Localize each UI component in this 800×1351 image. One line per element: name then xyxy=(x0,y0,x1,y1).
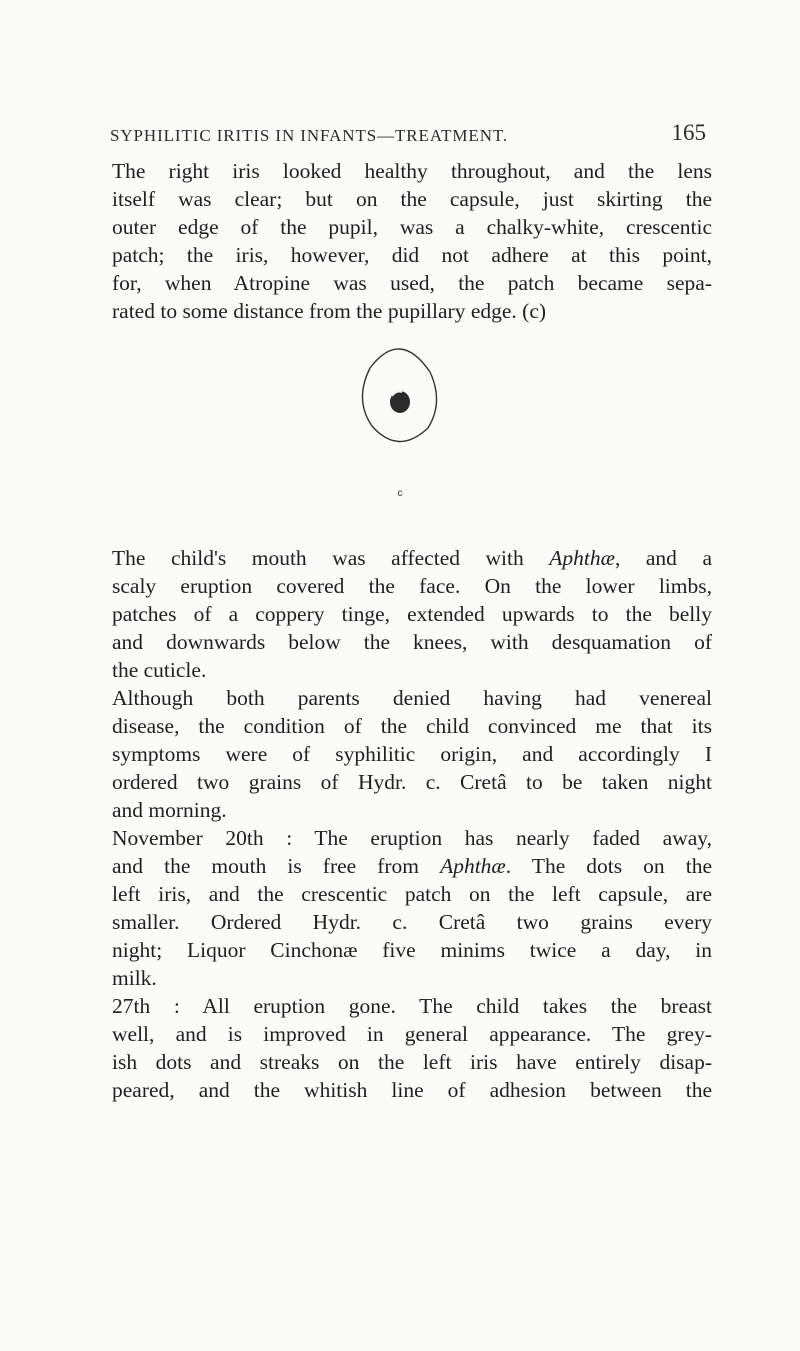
text-line: itself was clear; but on the capsule, just skirting the xyxy=(112,187,712,211)
italic-term: Aphthæ xyxy=(549,546,615,570)
text-line: symptoms were of syphilitic origin, and accordingly I xyxy=(112,742,712,766)
figure-label: c xyxy=(397,488,403,499)
text-fragment: and the mouth is free from xyxy=(112,854,441,878)
text-line: patch; the iris, however, did not adhere at this point, xyxy=(112,243,712,267)
running-head xyxy=(110,120,706,150)
text-line xyxy=(112,852,712,880)
text-line xyxy=(112,544,712,572)
text-line: The right iris looked healthy throughout, and the lens xyxy=(112,159,712,183)
text-line: and downwards below the knees, with desquamation of xyxy=(112,630,712,654)
running-head-title: SYPHILITIC IRITIS IN INFANTS—TREATMENT. xyxy=(110,126,509,145)
text-fragment: The child's mouth was affected with xyxy=(112,546,550,570)
body-text xyxy=(112,544,712,1104)
text-line: outer edge of the pupil, was a chalky-white, crescentic xyxy=(112,215,712,239)
text-line: ordered two grains of Hydr. c. Cretâ to be taken night xyxy=(112,770,712,794)
text-line: patches of a coppery tinge, extended upwards to the belly xyxy=(112,602,712,626)
text-line: smaller. Ordered Hydr. c. Cretâ two grains every xyxy=(112,910,712,934)
text-line: ish dots and streaks on the left iris have entirely disap- xyxy=(112,1050,712,1074)
text-line: Although both parents denied having had venereal xyxy=(112,686,712,710)
text-line: the cuticle. xyxy=(112,658,207,682)
text-line: disease, the condition of the child convinced me that its xyxy=(112,714,712,738)
text-fragment: , and a xyxy=(614,546,712,570)
italic-term: Aphthæ xyxy=(440,854,506,878)
eyelid-upper-line xyxy=(370,349,430,372)
text-line: peared, and the whitish line of adhesion between the xyxy=(112,1078,712,1102)
page-number: 165 xyxy=(671,120,706,145)
text-line: milk. xyxy=(112,966,157,990)
text-fragment: . The dots on the xyxy=(505,854,712,878)
text-line: 27th : All eruption gone. The child takes the breast xyxy=(112,994,712,1018)
paragraph-right-iris xyxy=(112,157,712,325)
text-line: rated to some distance from the pupillary edge. (c) xyxy=(112,299,547,323)
text-line: for, when Atropine was used, the patch became sepa- xyxy=(112,271,712,295)
text-line: November 20th : The eruption has nearly faded away, xyxy=(112,826,712,850)
text-line: and morning. xyxy=(112,798,227,822)
text-line: well, and is improved in general appearance. The grey- xyxy=(112,1022,712,1046)
eye-figure xyxy=(352,330,448,500)
eye-figure-drawing xyxy=(352,330,448,490)
text-line: left iris, and the crescentic patch on the left capsule, are xyxy=(112,882,712,906)
text-line: night; Liquor Cinchonæ five minims twice a day, in xyxy=(112,938,712,962)
text-line: scaly eruption covered the face. On the lower limbs, xyxy=(112,574,712,598)
